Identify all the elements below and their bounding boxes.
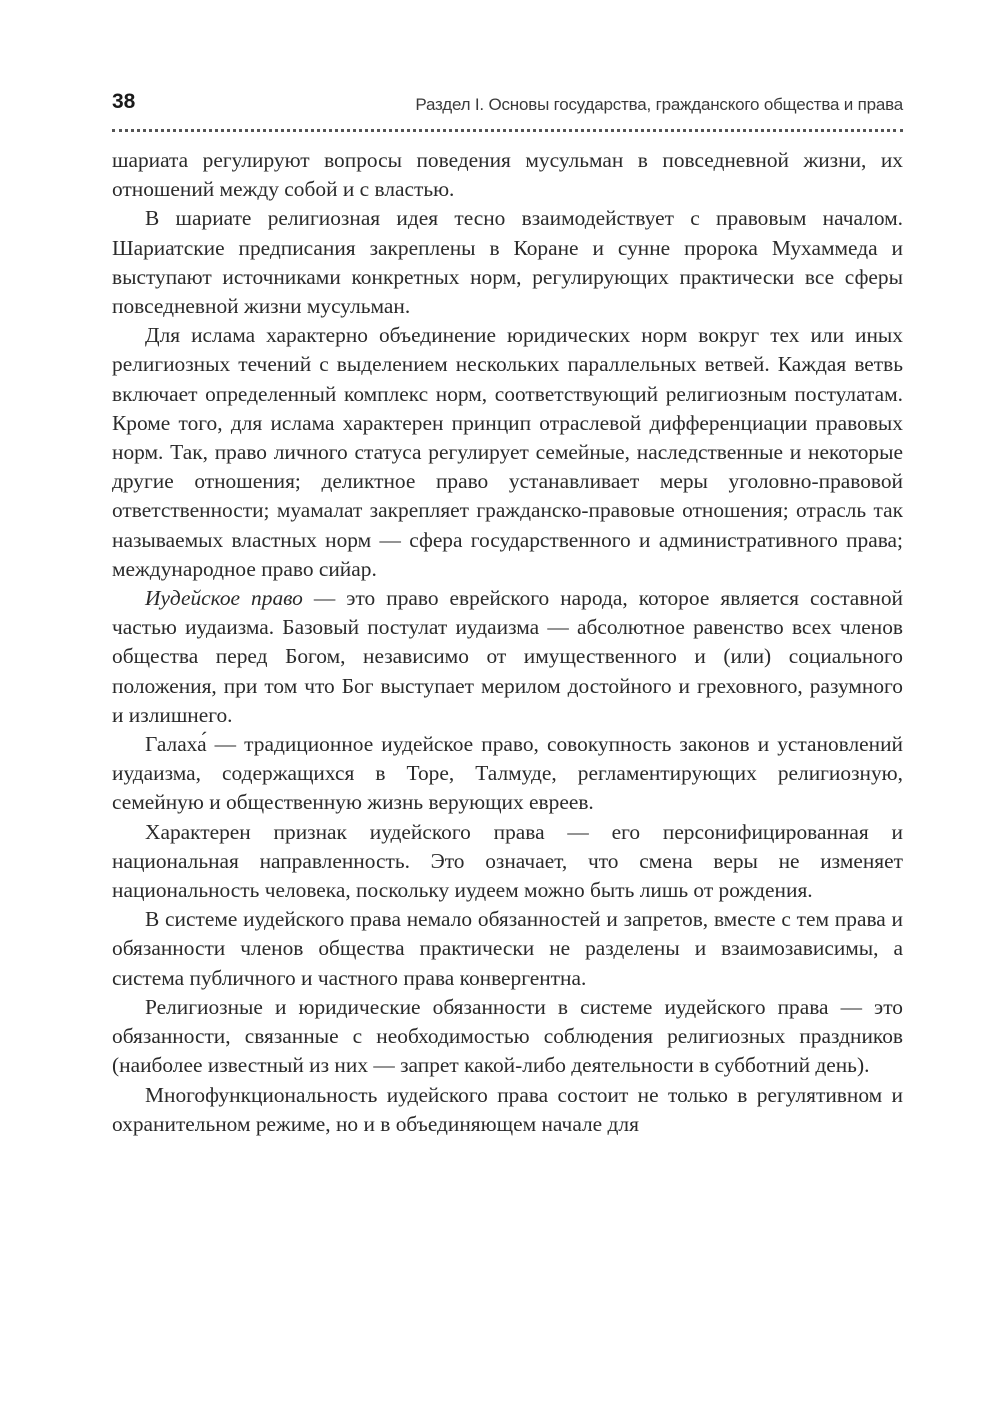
page-header [112,86,903,126]
paragraph-2: В шариате религиозная идея тесно взаимодействует с правовым началом. Шариатские предписания закреплены в Коране и сунне пророка Мухаммеда и выступают источниками конкретных норм, регулирующих практически все сферы повседневной жизни мусульман. [112,206,903,319]
paragraph-9: Многофункциональность иудейского права состоит не только в регулятивном и охранительном режиме, но и в объединяющем начале для [112,1082,903,1136]
term-judaic-law: Иудейское право [145,586,303,611]
book-page [112,0,903,1413]
paragraph-6: Характерен признак иудейского права — его персонифицированная и национальная направленность. Это означает, что смена веры не изменяет национальность человека, поскольку иудеем можно быть лишь от рождения. [112,819,903,903]
paragraph-3: Для ислама характерно объединение юридических норм вокруг тех или иных религиозных течений с выделением нескольких параллельных ветвей. Каждая ветвь включает определенный комплекс норм, соответствующий религиозным постулатам. Кроме того, для ислама характерен принцип отраслевой дифференциации правовых норм. Так, право личного статуса регулирует семейные, наследственные и некоторые другие отношения; деликтное право устанавливает меры уголовно-правовой ответственности; муамалат закрепляет гражданско-правовые отношения; отрасль так называемых властных норм — сфера государственного и административного права; международное право сийар. [112,323,903,581]
page-number: 38 [112,90,136,113]
paragraph-1: шариата регулируют вопросы поведения мусульман в повседневной жизни, их отношений между собой и с властью. [112,148,903,202]
paragraph-4-text: — это право еврейского народа, которое является составной частью иудаизма. Базовый постулат иудаизма — абсолютное равенство всех членов общества перед Богом, независимо от имущественного и (или) социального положения, при том что Бог выступает мерилом достойного и греховного, разумного и излишнего. [112,586,903,727]
body-text [112,146,903,1139]
header-divider [112,129,903,132]
running-head: Раздел I. Основы государства, гражданского общества и права [415,95,903,114]
paragraph-5: Галаха́ — традиционное иудейское право, совокупность законов и установлений иудаизма, содержащихся в Торе, Талмуде, регламентирующих религиозную, семейную и общественную жизнь верующих евреев. [112,732,903,815]
paragraph-8: Религиозные и юридические обязанности в системе иудейского права — это обязанности, связанные с необходимостью соблюдения религиозных праздников (наиболее известный из них — запрет какой-либо деятельности в субботний день). [112,994,903,1078]
paragraph-7: В системе иудейского права немало обязанностей и запретов, вместе с тем права и обязанности членов общества практически не разделены и взаимозависимы, а система публичного и частного права конвергентна. [112,907,903,990]
paragraph-4 [112,584,903,730]
